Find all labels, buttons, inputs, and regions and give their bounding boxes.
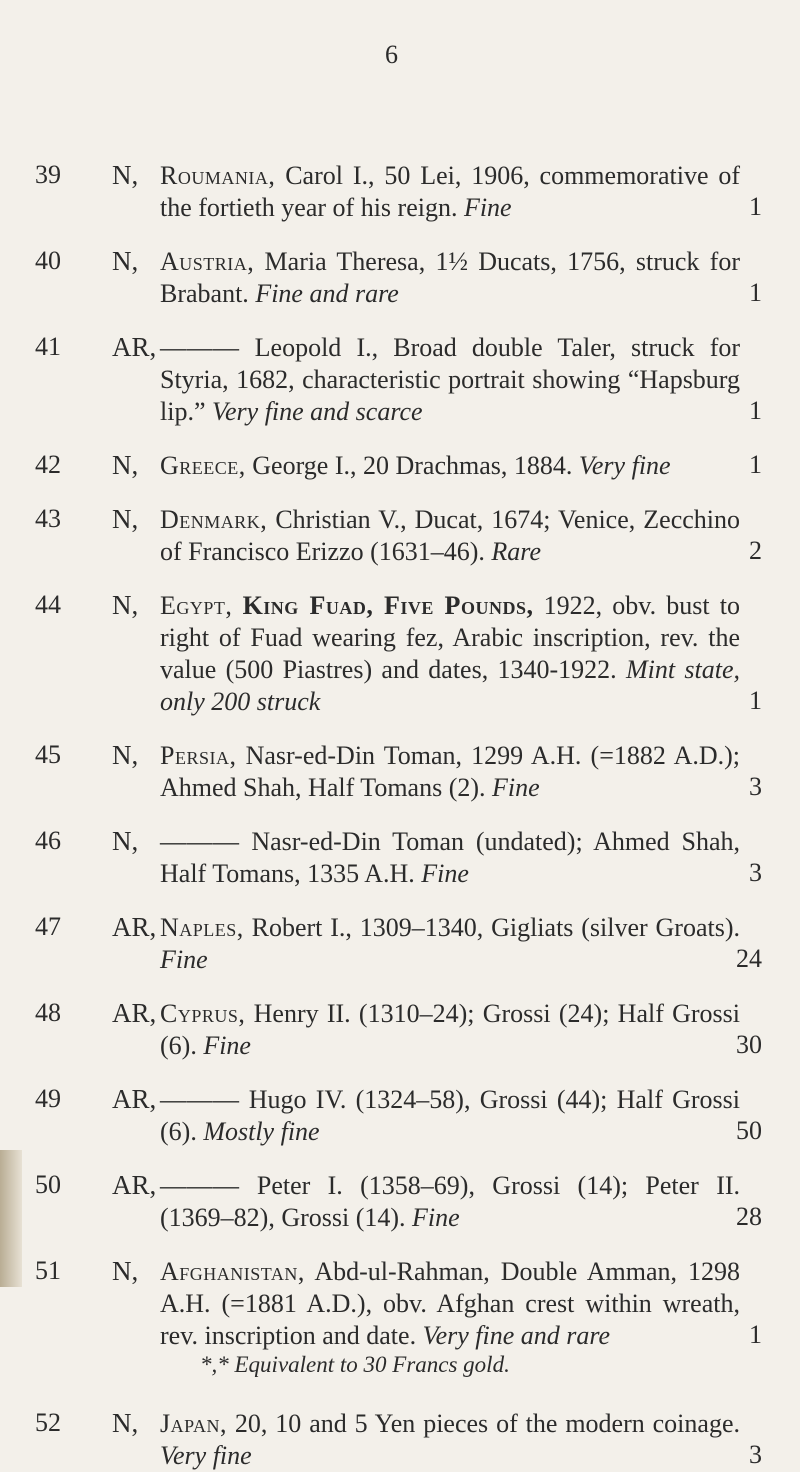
lot-grade: Fine <box>412 1203 460 1232</box>
lot-country: Egypt, <box>160 591 233 620</box>
lot-number: 47 <box>35 912 61 941</box>
lot-description <box>160 332 740 428</box>
lot-description <box>160 740 740 804</box>
lot-description <box>160 1256 740 1352</box>
lot-metal: AR, <box>112 332 157 362</box>
lot-number: 49 <box>35 1084 61 1113</box>
lot-number: 39 <box>35 160 61 189</box>
lot-grade: Very fine and rare <box>422 1321 611 1350</box>
lot-grade: Fine <box>203 1031 251 1060</box>
lot-country: ——— <box>160 827 240 856</box>
lot-text: Christian V., Ducat, 1674; Venice, Zecchino of Francisco Erizzo (1631–46). <box>160 505 740 566</box>
lot-quantity: 2 <box>749 536 762 565</box>
lot-grade: Very fine <box>160 1441 252 1470</box>
lot-grade: Fine <box>160 945 208 974</box>
lot-country: Cyprus, <box>160 999 246 1028</box>
lot-description <box>160 160 740 224</box>
lot-text: Hugo IV. (1324–58), Grossi (44); Half Grossi (6). <box>160 1085 741 1146</box>
lot-description <box>160 912 740 976</box>
lot-text: Leopold I., Broad double Taler, struck for Styria, 1682, characteristic portrait showing “Hapsburg lip.” <box>160 333 741 426</box>
lot-text: George I., 20 Drachmas, 1884. <box>252 451 573 480</box>
lot-country: Denmark, <box>160 505 268 534</box>
lot-quantity: 1 <box>749 396 762 425</box>
lot-metal: N, <box>112 1256 139 1286</box>
lot-number: 41 <box>35 332 61 361</box>
lot-description <box>160 1170 740 1234</box>
lot-country: Austria, <box>160 247 255 276</box>
lot-grade: Very fine and scarce <box>212 397 423 426</box>
lot-country: Japan, <box>160 1409 227 1438</box>
lot-text: 1922, obv. bust to right of Fuad wearing fez, Arabic inscription, rev. the value (500 Piastres) and dates, 1340-1922. <box>160 591 740 684</box>
lot-description <box>160 826 740 890</box>
lot-text: Robert I., 1309–1340, Gigliats (silver Groats). <box>251 913 740 942</box>
lot-number: 52 <box>35 1408 61 1437</box>
lot-country: Persia, <box>160 741 237 770</box>
lot-metal: AR, <box>112 912 157 942</box>
lot-country: ——— <box>160 333 240 362</box>
lot-title-bold: King Fuad, Five Pounds, <box>242 591 534 620</box>
lot-quantity: 3 <box>749 1440 762 1469</box>
lot-number: 51 <box>35 1256 61 1285</box>
lot-country: ——— <box>160 1085 240 1114</box>
lot-country: Afghanistan, <box>160 1257 305 1286</box>
lot-description <box>160 504 740 568</box>
lot-text: Abd-ul-Rahman, Double Amman, 1298 A.H. (=1881 A.D.), obv. Afghan crest within wreath, rev. inscription and date. <box>160 1257 740 1350</box>
lot-quantity: 1 <box>749 278 762 307</box>
lot-country: ——— <box>160 1171 240 1200</box>
lot-description <box>160 590 740 718</box>
lot-quantity: 3 <box>749 772 762 801</box>
lot-quantity: 28 <box>736 1202 762 1231</box>
lot-quantity: 24 <box>736 944 762 973</box>
lot-description <box>160 1084 740 1148</box>
lot-number: 48 <box>35 998 61 1027</box>
lot-quantity: 1 <box>749 1320 762 1349</box>
lot-number: 46 <box>35 826 61 855</box>
lot-text: Nasr-ed-Din Toman (undated); Ahmed Shah, Half Tomans, 1335 A.H. <box>160 827 740 888</box>
lot-text: Peter I. (1358–69), Grossi (14); Peter II. (1369–82), Grossi (14). <box>160 1171 741 1232</box>
lot-metal: N, <box>112 826 139 856</box>
lot-description <box>160 1408 740 1472</box>
page-edge-shadow <box>0 1150 22 1287</box>
lot-metal: N, <box>112 504 139 534</box>
footnote: *,* Equivalent to 30 Francs gold. <box>200 1352 510 1377</box>
lot-metal: AR, <box>112 1170 157 1200</box>
lot-text: 20, 10 and 5 Yen pieces of the modern coinage. <box>234 1409 740 1438</box>
lot-grade: Fine <box>463 193 512 222</box>
lot-grade: Fine <box>492 773 540 802</box>
lot-metal: N, <box>112 1408 139 1438</box>
lot-metal: AR, <box>112 1084 157 1114</box>
lot-metal: N, <box>112 160 139 190</box>
lot-grade: Mostly fine <box>203 1117 320 1146</box>
lot-number: 42 <box>35 450 61 479</box>
lot-description <box>160 246 740 310</box>
lot-quantity: 50 <box>736 1116 762 1145</box>
lot-number: 44 <box>35 590 61 619</box>
lot-quantity: 1 <box>749 686 762 715</box>
lot-description <box>160 450 740 482</box>
lot-grade: Fine and rare <box>255 279 399 308</box>
lot-grade: Mint state, only 200 struck <box>160 655 741 716</box>
lot-description <box>160 998 740 1062</box>
lot-number: 50 <box>35 1170 61 1199</box>
lot-quantity: 30 <box>736 1030 762 1059</box>
lot-country: Roumania, <box>160 161 276 190</box>
lot-number: 43 <box>35 504 61 533</box>
page-number: 6 <box>385 40 398 69</box>
lot-text: Nasr-ed-Din Toman, 1299 A.H. (=1882 A.D.); Ahmed Shah, Half Tomans (2). <box>160 741 741 802</box>
lot-metal: AR, <box>112 998 157 1028</box>
lot-quantity: 3 <box>749 858 762 887</box>
lot-text: Carol I., 50 Lei, 1906, commemorative of the fortieth year of his reign. <box>160 161 740 222</box>
lot-country: Naples, <box>160 913 244 942</box>
lot-metal: N, <box>112 740 139 770</box>
lot-country: Greece, <box>160 451 246 480</box>
lot-grade: Very fine <box>578 451 671 480</box>
lot-metal: N, <box>112 246 139 276</box>
lot-grade: Rare <box>491 537 541 566</box>
lot-number: 40 <box>35 246 61 275</box>
lot-number: 45 <box>35 740 61 769</box>
lot-quantity: 1 <box>749 450 762 479</box>
lot-grade: Fine <box>421 859 469 888</box>
lot-text: Maria Theresa, 1½ Ducats, 1756, struck for Brabant. <box>160 247 741 308</box>
lot-metal: N, <box>112 450 139 480</box>
lot-metal: N, <box>112 590 139 620</box>
lot-text: Henry II. (1310–24); Grossi (24); Half Grossi (6). <box>160 999 741 1060</box>
lot-quantity: 1 <box>749 192 762 221</box>
